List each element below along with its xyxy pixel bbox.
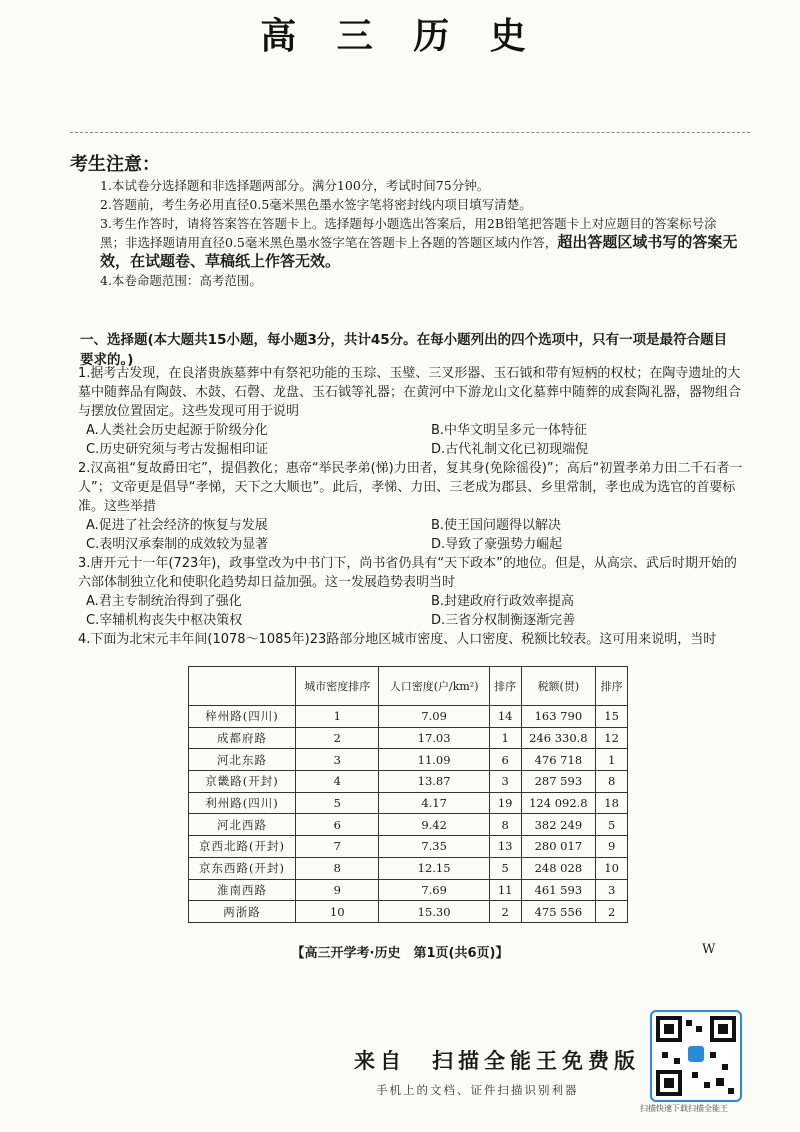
qr-caption: 扫描快速下载扫描全能王 (640, 1104, 728, 1113)
table-cell: 12.15 (379, 857, 489, 879)
table-cell: 18 (596, 792, 628, 814)
question-list (78, 364, 746, 649)
table-cell: 248 028 (521, 857, 596, 879)
data-table (188, 666, 628, 923)
table-cell: 8 (489, 814, 521, 836)
table-cell: 15 (596, 706, 628, 728)
option-d: D.导致了豪强势力崛起 (431, 537, 563, 552)
region-name-cell: 京西北路(开封) (189, 836, 296, 858)
table-cell: 10 (295, 901, 378, 923)
option-c: C.历史研究须与考古发掘相印证 (86, 442, 269, 457)
option-b: B.使王国问题得以解决 (431, 518, 562, 533)
page-footer: 【高三开学考·历史 第1页(共6页)】 (291, 946, 509, 961)
table-cell: 9 (596, 836, 628, 858)
region-name-cell: 河北东路 (189, 749, 296, 771)
option-d: D.三省分权制衡逐渐完善 (431, 613, 576, 628)
table-cell: 5 (489, 857, 521, 879)
region-name-cell: 京畿路(开封) (189, 771, 296, 793)
table-cell: 7.35 (379, 836, 489, 858)
table-cell: 2 (596, 901, 628, 923)
notice-item-1: 1.本试卷分选择题和非选择题两部分。满分100分，考试时间75分钟。 (100, 178, 490, 193)
table-row (189, 857, 628, 879)
question-2 (78, 459, 746, 554)
table-cell: 11.09 (379, 749, 489, 771)
question-stem: 1.据考古发现，在良渚贵族墓葬中有祭祀功能的玉琮、玉璧、三叉形器、玉石钺和带有短柄的权杖；在陶寺遗址的大墓中随葬品有陶鼓、木鼓、石磬、龙盘、玉石钺等礼器；在黄河中下游龙山文化墓葬中随葬的成套陶礼器，器物组合与摆放位置固定。这些发现可用于说明 (78, 366, 742, 419)
notice-block (100, 176, 740, 290)
table-cell: 3 (596, 879, 628, 901)
option-a: A.促进了社会经济的恢复与发展 (86, 518, 268, 533)
option-b: B.中华文明呈多元一体特征 (431, 423, 588, 438)
table-cell: 9.42 (379, 814, 489, 836)
table-cell: 1 (295, 706, 378, 728)
table-cell: 475 556 (521, 901, 596, 923)
option-c: C.宰辅机构丧失中枢决策权 (86, 613, 243, 628)
table-cell: 6 (489, 749, 521, 771)
table-cell: 11 (489, 879, 521, 901)
table-cell: 7 (295, 836, 378, 858)
qr-code-icon[interactable] (650, 1010, 742, 1102)
header-population-rank: 排序 (489, 667, 521, 706)
option-b: B.封建政府行政效率提高 (431, 594, 575, 609)
table-cell: 12 (596, 727, 628, 749)
region-name-cell: 两浙路 (189, 901, 296, 923)
table-row (189, 814, 628, 836)
table-cell: 9 (295, 879, 378, 901)
table-cell: 287 593 (521, 771, 596, 793)
header-tax-rank: 排序 (596, 667, 628, 706)
question-stem: 4.下面为北宋元丰年间(1078～1085年)23路部分地区城市密度、人口密度、税额比较表。这可用来说明，当时 (78, 632, 717, 647)
page-title: 高 三 历 史 (260, 15, 540, 57)
table-cell: 8 (295, 857, 378, 879)
table-cell: 2 (295, 727, 378, 749)
table-cell: 280 017 (521, 836, 596, 858)
table-row (189, 792, 628, 814)
header-population-density: 人口密度(户/km²) (379, 667, 489, 706)
table-cell: 13 (489, 836, 521, 858)
qr-pattern (652, 1012, 740, 1100)
table-cell: 10 (596, 857, 628, 879)
header-city-density-rank: 城市密度排序 (295, 667, 378, 706)
table-cell: 163 790 (521, 706, 596, 728)
question-4 (78, 630, 746, 649)
watermark-letter: W (702, 942, 716, 957)
notice-item-2: 2.答题前，考生务必用直径0.5毫米黑色墨水签字笔将密封线内项目填写清楚。 (100, 197, 532, 212)
table-row (189, 706, 628, 728)
table-cell: 8 (596, 771, 628, 793)
table-cell: 476 718 (521, 749, 596, 771)
region-name-cell: 成都府路 (189, 727, 296, 749)
seal-line (70, 132, 750, 133)
question-3 (78, 554, 746, 630)
table-body (189, 706, 628, 923)
table-cell: 1 (596, 749, 628, 771)
region-name-cell: 利州路(四川) (189, 792, 296, 814)
notice-item-3-text: 3.考生作答时，请将答案答在答题卡上。选择题每小题选出答案后，用2B铅笔把答题卡上对应题目的答案标号涂黑；非选择题请用直径0.5毫米黑色墨水签字笔在答题卡上各题的答题区域内作答， (100, 216, 717, 250)
region-name-cell: 淮南西路 (189, 879, 296, 901)
question-1 (78, 364, 746, 459)
region-name-cell: 梓州路(四川) (189, 706, 296, 728)
table-cell: 6 (295, 814, 378, 836)
question-stem: 2.汉高祖“复故爵田宅”，提倡教化；惠帝“举民孝弟(悌)力田者，复其身(免除徭役)”；高后“初置孝弟力田二千石者一人”；文帝更是倡导“孝悌，天下之大顺也”。此后，孝悌、力田、三老成为郡县、乡里常制，孝也成为选官的首要标准。这些举措 (78, 461, 743, 514)
notice-item-4: 4.本卷命题范围：高考范围。 (100, 273, 262, 288)
table-cell: 15.30 (379, 901, 489, 923)
notice-item-3-bold: 超出答题区域书写的答案无效，在试题卷、草稿纸上作答无效。 (100, 233, 738, 270)
question-stem: 3.唐开元十一年(723年)，政事堂改为中书门下，尚书省仍具有“天下政本”的地位。但是，从高宗、武后时期开始的六部体制独立化和使职化趋势却日益加强。这一发展趋势表明当时 (78, 556, 737, 590)
notice-heading: 考生注意： (70, 154, 160, 175)
table-cell: 4 (295, 771, 378, 793)
table-row (189, 749, 628, 771)
table-cell: 124 092.8 (521, 792, 596, 814)
table-cell: 2 (489, 901, 521, 923)
table-cell: 461 593 (521, 879, 596, 901)
region-name-cell: 京东西路(开封) (189, 857, 296, 879)
section-heading: 一、选择题(本大题共15小题，每小题3分，共计45分。在每小题列出的四个选项中，只有一项是最符合题目要求的。) (80, 332, 728, 368)
table-cell: 4.17 (379, 792, 489, 814)
table-cell: 5 (295, 792, 378, 814)
header-region (189, 667, 296, 706)
header-tax: 税额(贯) (521, 667, 596, 706)
table-cell: 19 (489, 792, 521, 814)
option-d: D.古代礼制文化已初现端倪 (431, 442, 589, 457)
table-row (189, 879, 628, 901)
table-header-row (189, 667, 628, 706)
table-row (189, 901, 628, 923)
table-cell: 5 (596, 814, 628, 836)
option-a: A.人类社会历史起源于阶级分化 (86, 423, 268, 438)
brand-subtitle: 手机上的文档、证件扫描识别利器 (376, 1083, 579, 1097)
table-cell: 14 (489, 706, 521, 728)
notice-item-3 (100, 214, 740, 271)
table-cell: 7.69 (379, 879, 489, 901)
table-row (189, 771, 628, 793)
option-a: A.君主专制统治得到了强化 (86, 594, 242, 609)
table-row (189, 836, 628, 858)
table-cell: 382 249 (521, 814, 596, 836)
brand-text: 来自 扫描全能王免费版 (354, 1048, 640, 1073)
table-cell: 1 (489, 727, 521, 749)
table-row (189, 727, 628, 749)
table-cell: 3 (489, 771, 521, 793)
table-cell: 3 (295, 749, 378, 771)
option-c: C.表明汉承秦制的成效较为显著 (86, 537, 269, 552)
table-cell: 246 330.8 (521, 727, 596, 749)
table-cell: 13.87 (379, 771, 489, 793)
table-cell: 7.09 (379, 706, 489, 728)
region-name-cell: 河北西路 (189, 814, 296, 836)
table-cell: 17.03 (379, 727, 489, 749)
